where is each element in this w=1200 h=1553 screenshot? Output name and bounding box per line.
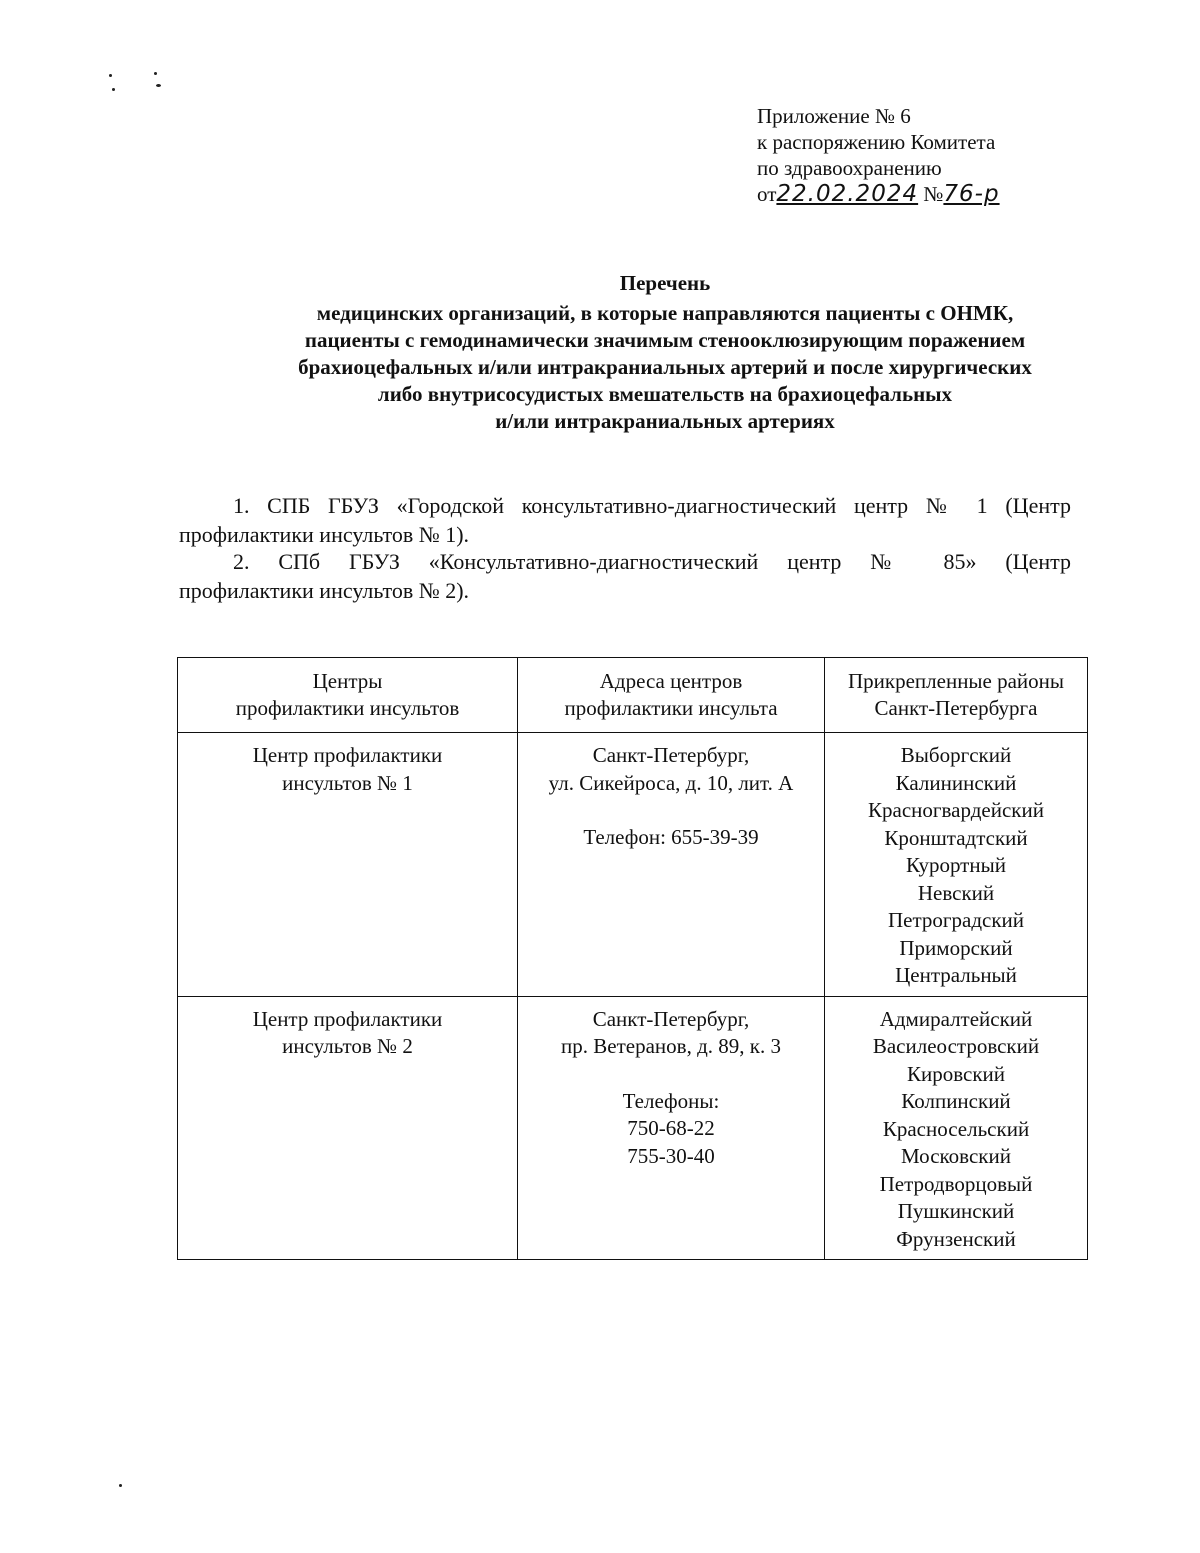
address-text: ул. Сикейроса, д. 10, лит. А	[548, 770, 794, 795]
district: Приморский	[899, 935, 1013, 960]
center-name: Центр профилактики	[252, 1006, 443, 1031]
paragraph-2-first-line: 2. СПб ГБУЗ «Консультативно-диагностический центр № 85» (Центр	[233, 549, 1071, 574]
district: Невский	[917, 880, 995, 905]
number-prefix: №	[923, 182, 944, 206]
scan-speck	[112, 88, 115, 91]
center-cell	[178, 733, 518, 997]
district: Петроградский	[887, 908, 1025, 932]
district: Кронштадтский	[884, 825, 1028, 850]
scan-speck	[109, 74, 112, 77]
phone-text: Телефоны:	[622, 1088, 720, 1113]
table-row	[178, 733, 1088, 997]
address-cell	[518, 733, 825, 997]
appendix-committee: по здравоохранению	[757, 156, 942, 180]
center-cell	[178, 996, 518, 1260]
appendix-date-line	[757, 181, 1057, 207]
paragraph-2	[179, 547, 1071, 605]
address-text: Санкт-Петербург,	[592, 743, 750, 767]
header-addresses	[518, 658, 825, 733]
district: Московский	[901, 1144, 1011, 1168]
district: Красносельский	[882, 1116, 1030, 1141]
phone-text: 750-68-22	[627, 1116, 715, 1140]
title-line: медицинских организаций, в которые направляются пациенты с ОНМК,	[316, 301, 1014, 325]
handwritten-date: 22.02.2024	[776, 181, 919, 207]
phone-text: 755-30-40	[627, 1143, 715, 1168]
paragraph-1-rest: профилактики инсультов № 1).	[179, 522, 470, 547]
address-text: Санкт-Петербург,	[592, 1006, 750, 1031]
header-text: Санкт-Петербурга	[874, 696, 1038, 720]
appendix-order: к распоряжению Комитета	[757, 130, 996, 154]
district: Василеостровский	[872, 1034, 1040, 1058]
district: Фрунзенский	[896, 1226, 1016, 1251]
document-title	[160, 270, 1170, 435]
center-name: Центр профилактики	[252, 743, 443, 767]
appendix-header	[757, 103, 1057, 207]
paragraph-1-first-line: 1. СПБ ГБУЗ «Городской консультативно-диагностический центр № 1 (Центр	[233, 493, 1071, 518]
header-text: Прикрепленные районы	[847, 668, 1065, 693]
scan-speck	[154, 72, 157, 75]
district: Петродворцовый	[879, 1171, 1033, 1196]
districts-cell	[825, 996, 1088, 1260]
district: Калининский	[895, 770, 1017, 795]
districts-cell	[825, 733, 1088, 997]
district: Курортный	[906, 853, 1006, 877]
table-header-row	[178, 658, 1088, 733]
title-line: либо внутрисосудистых вмешательств на брахиоцефальных	[377, 382, 953, 406]
scan-speck	[156, 84, 161, 87]
center-name: инсультов № 2	[282, 1034, 413, 1058]
date-prefix: от	[757, 182, 777, 206]
address-cell	[518, 996, 825, 1260]
table-row	[178, 996, 1088, 1260]
paragraph-2-rest: профилактики инсультов № 2).	[179, 578, 470, 603]
district: Выборгский	[900, 743, 1012, 767]
phone-text: Телефон: 655-39-39	[583, 825, 759, 849]
address-text: пр. Ветеранов, д. 89, к. 3	[561, 1034, 781, 1058]
district: Центральный	[895, 963, 1017, 987]
header-text: профилактики инсульта	[564, 696, 778, 720]
header-centers	[178, 658, 518, 733]
district: Колпинский	[901, 1089, 1011, 1113]
title-line: и/или интракраниальных артериях	[495, 409, 835, 433]
district: Пушкинский	[897, 1199, 1015, 1223]
header-text: профилактики инсультов	[235, 696, 460, 720]
header-text: Центры	[312, 668, 383, 693]
title-line: брахиоцефальных и/или интракраниальных артерий и после хирургических	[298, 355, 1032, 379]
paragraph-1	[179, 491, 1071, 549]
district: Адмиралтейский	[879, 1006, 1033, 1031]
scan-speck	[119, 1484, 122, 1487]
title-line: пациенты с гемодинамически значимым стенооклюзирующим поражением	[304, 328, 1026, 352]
header-districts	[825, 658, 1088, 733]
centers-table	[177, 657, 1088, 1260]
header-text: Адреса центров	[599, 668, 743, 693]
district: Кировский	[906, 1061, 1006, 1086]
title-heading: Перечень	[619, 271, 711, 295]
district: Красногвардейский	[868, 798, 1044, 822]
appendix-number: Приложение № 6	[757, 104, 911, 128]
center-name: инсультов № 1	[282, 770, 413, 795]
handwritten-number: 76-р	[943, 181, 1000, 207]
